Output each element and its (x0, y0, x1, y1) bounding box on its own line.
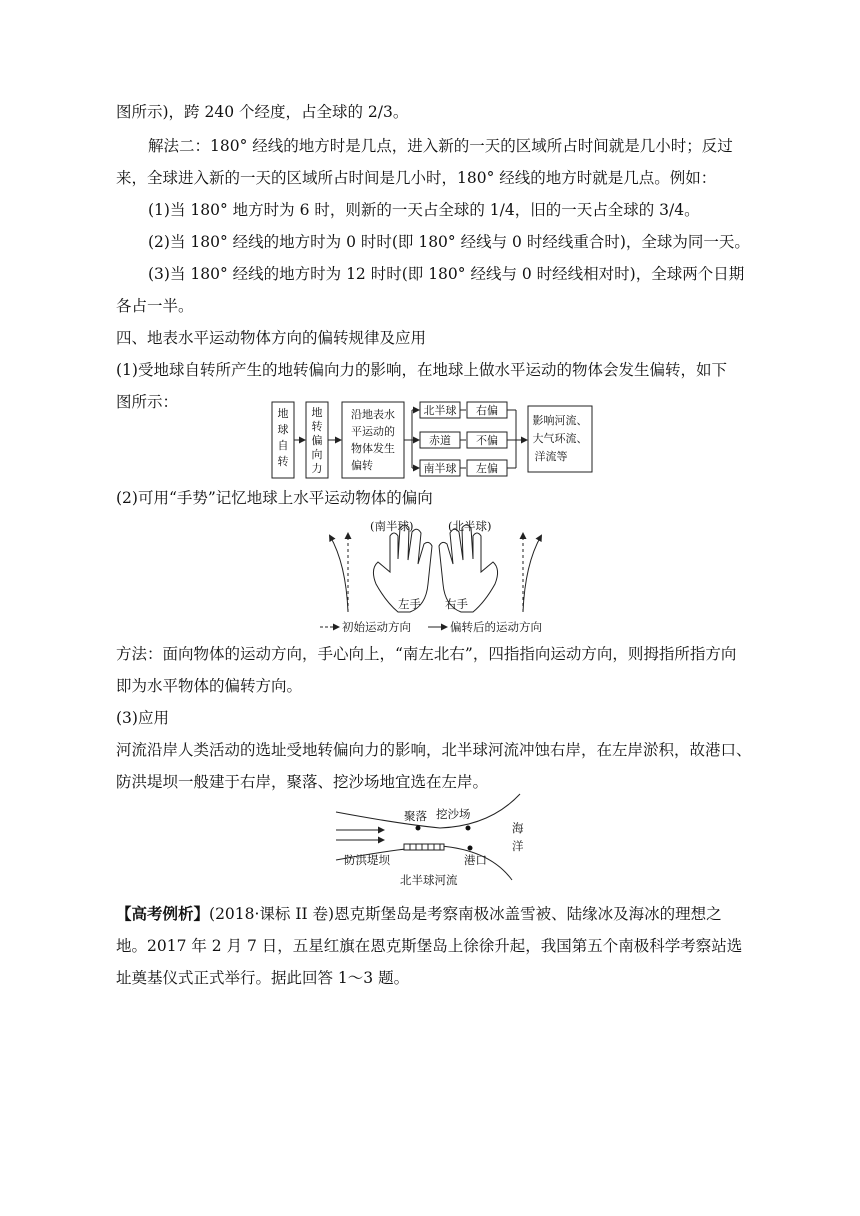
legend-deflected-label: 偏转后的运动方向 (450, 620, 542, 634)
text-line: 方法：面向物体的运动方向，手心向上，“南左北右”，四指指向运动方向，则拇指所指方向 (116, 645, 737, 663)
flow-text: 大气环流、 (532, 432, 588, 445)
flow-text: 物体发生 (351, 442, 395, 455)
sand-site-label: 挖沙场 (436, 807, 471, 821)
north-hemisphere-label: (北半球) (448, 519, 492, 533)
flow-text: 向 (311, 448, 323, 461)
flow-text: 转 (311, 420, 323, 433)
text-line: 来，全球进入新的一天的区域所占时间是几小时，180° 经线的地方时就是几点。例如： (116, 169, 717, 187)
flow-text: 地 (277, 407, 289, 420)
right-hand-label: 右手 (445, 597, 468, 611)
port-label: 港口 (464, 853, 487, 867)
settlement-dot-icon (416, 826, 421, 831)
dam-label: 防洪堤坝 (344, 853, 390, 867)
flow-text: 南半球 (423, 462, 457, 475)
text-line: 址奠基仪式正式举行。据此回答 1～3 题。 (116, 969, 410, 987)
flow-text: 偏 (311, 434, 323, 447)
left-hand-label: 左手 (398, 597, 421, 611)
text-line: (3)应用 (116, 709, 169, 727)
settlement-label: 聚落 (404, 809, 427, 823)
flow-text: 北半球 (423, 404, 457, 417)
river-bank-diagram (0, 790, 860, 890)
text-line: (2)当 180° 经线的地方时为 0 时时(即 180° 经线与 0 时经线重合时)，全球为同一天。 (148, 233, 750, 251)
river-upper-bank (336, 794, 520, 828)
flow-text: 洋流等 (534, 450, 568, 463)
text-line: 图所示： (116, 393, 179, 411)
port-dot-icon (468, 846, 473, 851)
flow-text: 左偏 (476, 462, 498, 475)
text-line: (2)可用“手势”记忆地球上水平运动物体的偏向 (116, 489, 433, 507)
sand-site-dot-icon (466, 826, 471, 831)
flow-text: 平运动的 (351, 425, 395, 438)
text-line: (1)受地球自转所产生的地转偏向力的影响，在地球上做水平运动的物体会发生偏转，如下 (116, 361, 727, 379)
text-line: 解法二：180° 经线的地方时是几点，进入新的一天的区域所占时间就是几小时；反过 (148, 137, 733, 155)
text-line: (1)当 180° 地方时为 6 时，则新的一天占全球的 1/4，旧的一天占全球的 3/4。 (148, 201, 700, 219)
river-caption: 北半球河流 (400, 873, 458, 887)
flow-text: 偏转 (351, 459, 373, 472)
flow-text: 地 (311, 406, 323, 419)
flow-text: 沿地表水 (351, 408, 395, 421)
flow-text: 影响河流、 (532, 414, 588, 427)
flow-text: 不偏 (476, 434, 498, 447)
text-line: 图所示)，跨 240 个经度，占全球的 2/3。 (116, 103, 409, 121)
flow-text: 赤道 (429, 434, 451, 447)
legend-initial-label: 初始运动方向 (342, 620, 411, 634)
exam-label: 【高考例析】 (116, 904, 210, 923)
text-line: (3)当 180° 经线的地方时为 12 时时(即 180° 经线与 0 时经线相对时)，全球两个日期 (148, 265, 745, 283)
deflection-flow-diagram (0, 396, 860, 486)
flow-text: 球 (277, 423, 289, 436)
text-line: 即为水平物体的偏转方向。 (116, 677, 303, 695)
text-line: 防洪堤坝一般建于右岸，聚落、挖沙场地宜选在左岸。 (116, 773, 489, 791)
hand-gesture-diagram (0, 514, 860, 639)
flow-text: 转 (277, 455, 289, 468)
section-heading: 四、地表水平运动物体方向的偏转规律及应用 (116, 329, 427, 347)
text-line: 地。2017 年 2 月 7 日，五星红旗在恩克斯堡岛上徐徐升起，我国第五个南极科学考察站选 (116, 937, 743, 955)
text-line: 河流沿岸人类活动的选址受地转偏向力的影响，北半球河流冲蚀右岸，在左岸淤积，故港口、 (116, 741, 752, 759)
flow-text: 右偏 (476, 404, 498, 417)
south-hemisphere-label: (南半球) (370, 519, 414, 533)
flow-text: 力 (311, 462, 323, 475)
sea-label: 洋 (512, 839, 524, 853)
exam-text: (2018·课标 II 卷)恩克斯堡岛是考察南极冰盖雪被、陆缘冰及海冰的理想之 (209, 905, 722, 923)
sea-label: 海 (512, 821, 524, 835)
text-line: 各占一半。 (116, 297, 194, 315)
exam-line (116, 904, 722, 924)
flow-text: 自 (277, 439, 289, 452)
